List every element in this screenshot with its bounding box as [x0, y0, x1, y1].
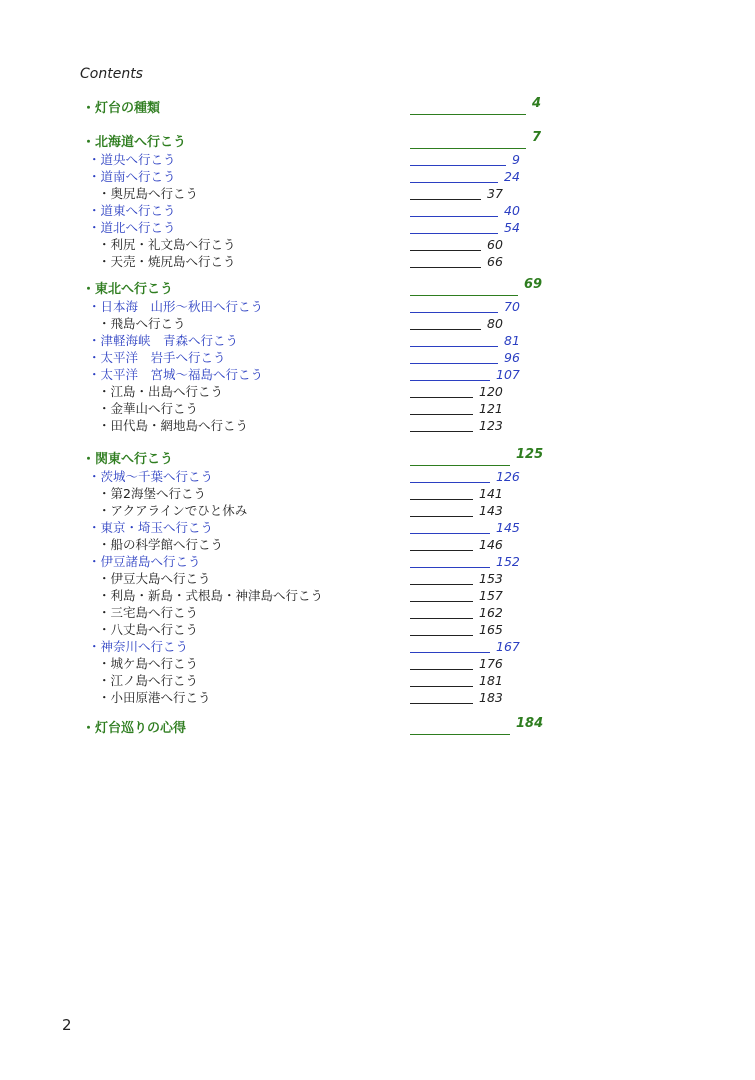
toc-entry-page: 121 [479, 401, 503, 416]
toc-leader-line [410, 533, 490, 534]
toc-entry-title: ・北海道へ行こう [82, 135, 187, 150]
toc-entry-page: 143 [479, 503, 503, 518]
toc-entry[interactable] [0, 400, 755, 417]
toc-entry-title: ・津軽海峡 青森へ行こう [88, 333, 239, 348]
toc-leader-line [410, 584, 473, 585]
toc-leader-line [410, 516, 473, 517]
toc-entry-page: 70 [504, 299, 520, 314]
toc-entry-title: ・日本海 山形～秋田へ行こう [88, 299, 264, 314]
toc-leader-line [410, 397, 473, 398]
toc-entry-title: ・東京・埼玉へ行こう [88, 520, 214, 535]
toc-leader-line [410, 618, 473, 619]
toc-entry[interactable] [0, 236, 755, 253]
toc-entry-page: 54 [504, 220, 520, 235]
toc-entry[interactable] [0, 689, 755, 706]
toc-leader-line [410, 499, 473, 500]
toc-entry-title: ・伊豆諸島へ行こう [88, 554, 201, 569]
toc-entry-page: 157 [479, 588, 503, 603]
toc-entry-page: 81 [504, 333, 520, 348]
toc-entry[interactable] [0, 621, 755, 638]
toc-entry-page: 69 [524, 277, 543, 292]
toc-entry-page: 165 [479, 622, 503, 637]
toc-entry[interactable] [0, 130, 755, 151]
toc-entry-title: ・金華山へ行こう [98, 401, 199, 416]
toc-entry[interactable] [0, 253, 755, 270]
toc-leader-line [410, 233, 498, 234]
toc-entry-page: 162 [479, 605, 503, 620]
toc-entry-page: 96 [504, 350, 520, 365]
toc-entry-title: ・小田原港へ行こう [98, 690, 211, 705]
toc-entry-title: ・道央へ行こう [88, 152, 176, 167]
toc-entry[interactable] [0, 417, 755, 434]
toc-entry-page: 120 [479, 384, 503, 399]
toc-entry[interactable] [0, 168, 755, 185]
toc-entry-title: ・田代島・網地島へ行こう [98, 418, 249, 433]
toc-entry-page: 66 [487, 254, 503, 269]
toc-leader-line [410, 182, 498, 183]
toc-entry[interactable] [0, 151, 755, 168]
toc-entry[interactable] [0, 383, 755, 400]
toc-leader-line [410, 652, 490, 653]
toc-entry-title: ・三宅島へ行こう [98, 605, 199, 620]
toc-leader-line [410, 703, 473, 704]
toc-entry[interactable] [0, 716, 755, 737]
toc-leader-line [410, 482, 490, 483]
toc-entry[interactable] [0, 638, 755, 655]
contents-heading: Contents [80, 66, 143, 82]
toc-leader-line [410, 380, 490, 381]
toc-entry-title: ・伊豆大島へ行こう [98, 571, 211, 586]
toc-entry-title: ・灯台の種類 [82, 101, 161, 116]
toc-entry-page: 152 [496, 554, 520, 569]
toc-entry-page: 181 [479, 673, 503, 688]
toc-entry-title: ・灯台巡りの心得 [82, 721, 187, 736]
toc-entry[interactable] [0, 349, 755, 366]
toc-entry-page: 183 [479, 690, 503, 705]
toc-leader-line [410, 686, 473, 687]
toc-entry-title: ・アクアラインでひと休み [98, 503, 248, 518]
toc-leader-line [410, 199, 481, 200]
toc-entry-title: ・太平洋 岩手へ行こう [88, 350, 226, 365]
toc-leader-line [410, 550, 473, 551]
toc-entry[interactable] [0, 219, 755, 236]
toc-entry[interactable] [0, 96, 755, 117]
toc-entry[interactable] [0, 655, 755, 672]
toc-entry-page: 107 [496, 367, 520, 382]
toc-leader-line [410, 329, 481, 330]
toc-leader-line [410, 165, 506, 166]
toc-entry[interactable] [0, 570, 755, 587]
toc-leader-line [410, 295, 518, 296]
toc-entry-page: 146 [479, 537, 503, 552]
toc-entry-title: ・東北へ行こう [82, 282, 174, 297]
toc-entry[interactable] [0, 277, 755, 298]
toc-entry-title: ・江島・出島へ行こう [98, 384, 224, 399]
toc-entry[interactable] [0, 202, 755, 219]
toc-entry[interactable] [0, 485, 755, 502]
toc-leader-line [410, 567, 490, 568]
toc-entry-title: ・第2海堡へ行こう [98, 486, 206, 501]
toc-entry-page: 184 [516, 716, 544, 731]
toc-entry[interactable] [0, 185, 755, 202]
toc-leader-line [410, 114, 526, 115]
toc-leader-line [410, 216, 498, 217]
toc-entry[interactable] [0, 468, 755, 485]
toc-entry-page: 9 [512, 152, 520, 167]
toc-entry[interactable] [0, 536, 755, 553]
toc-entry-page: 123 [479, 418, 503, 433]
toc-leader-line [410, 312, 498, 313]
toc-entry-page: 4 [532, 96, 542, 111]
toc-entry-title: ・茨城～千葉へ行こう [88, 469, 214, 484]
toc-entry[interactable] [0, 332, 755, 349]
toc-entry[interactable] [0, 298, 755, 315]
toc-entry-page: 37 [487, 186, 503, 201]
toc-entry-title: ・船の科学館へ行こう [98, 537, 224, 552]
toc-leader-line [410, 414, 473, 415]
toc-entry-page: 141 [479, 486, 503, 501]
page-number: 2 [62, 1016, 72, 1034]
toc-entry-page: 176 [479, 656, 503, 671]
toc-entry-title: ・飛島へ行こう [98, 316, 186, 331]
toc-entry-page: 153 [479, 571, 503, 586]
toc-entry-title: ・奥尻島へ行こう [98, 186, 199, 201]
toc-entry-title: ・道東へ行こう [88, 203, 176, 218]
toc-entry[interactable] [0, 315, 755, 332]
toc-leader-line [410, 635, 473, 636]
toc-entry-page: 126 [496, 469, 520, 484]
toc-leader-line [410, 465, 510, 466]
toc-entry[interactable] [0, 366, 755, 383]
toc-entry[interactable] [0, 672, 755, 689]
toc-entry[interactable] [0, 447, 755, 468]
toc-entry-page: 125 [516, 447, 544, 462]
toc-entry-title: ・太平洋 宮城～福島へ行こう [88, 367, 264, 382]
toc-leader-line [410, 250, 481, 251]
toc-entry-page: 145 [496, 520, 520, 535]
toc-entry-title: ・神奈川へ行こう [88, 639, 189, 654]
toc-entry-page: 60 [487, 237, 503, 252]
toc-leader-line [410, 148, 526, 149]
toc-leader-line [410, 734, 510, 735]
toc-entry-title: ・城ケ島へ行こう [98, 656, 199, 671]
toc-entry-page: 7 [532, 130, 542, 145]
toc-entry[interactable] [0, 502, 755, 519]
toc-entry[interactable] [0, 604, 755, 621]
toc-entry-title: ・天売・焼尻島へ行こう [98, 254, 236, 269]
toc-leader-line [410, 346, 498, 347]
toc-entry-title: ・道北へ行こう [88, 220, 176, 235]
toc-entry[interactable] [0, 587, 755, 604]
toc-entry-title: ・利尻・礼文島へ行こう [98, 237, 236, 252]
toc-leader-line [410, 601, 473, 602]
toc-entry[interactable] [0, 553, 755, 570]
toc-leader-line [410, 431, 473, 432]
toc-leader-line [410, 267, 481, 268]
toc-entry-page: 80 [487, 316, 503, 331]
toc-leader-line [410, 669, 473, 670]
toc-leader-line [410, 363, 498, 364]
toc-entry-title: ・関東へ行こう [82, 452, 174, 467]
toc-entry-page: 24 [504, 169, 520, 184]
toc-entry-page: 167 [496, 639, 520, 654]
toc-entry-title: ・八丈島へ行こう [98, 622, 199, 637]
toc-entry-title: ・道南へ行こう [88, 169, 176, 184]
toc-entry[interactable] [0, 519, 755, 536]
toc-entry-title: ・利島・新島・式根島・神津島へ行こう [98, 588, 324, 603]
toc-entry-title: ・江ノ島へ行こう [98, 673, 199, 688]
toc-entry-page: 40 [504, 203, 520, 218]
